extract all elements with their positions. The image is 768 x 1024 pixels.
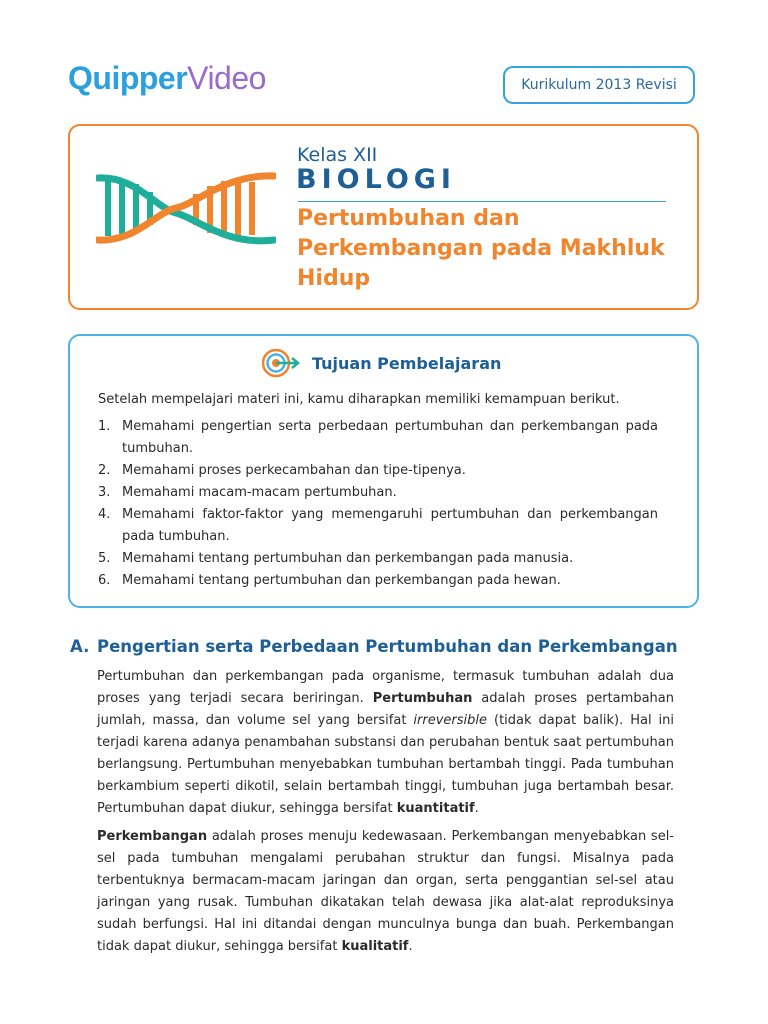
list-item: 6. Memahami tentang pertumbuhan dan perkembangan pada hewan.	[98, 573, 561, 588]
quipper-video-logo	[68, 58, 266, 98]
list-item: 2. Memahami proses perkecambahan dan tipe-tipenya.	[98, 463, 466, 478]
dna-icon	[96, 168, 276, 258]
paragraph-pertumbuhan: Pertumbuhan dan perkembangan pada organisme, termasuk tumbuhan adalah dua proses yang terjadi secara beriringan. Pertumbuhan adalah proses pertambahan jumlah, massa, dan volume sel yang bersifat irreversible (tidak dapat balik). Hal ini terjadi karena adanya penambahan substansi dan perubahan bentuk saat pertumbuhan berlangsung. Pertumbuhan menyebabkan tumbuhan bertambah tinggi. Pada tumbuhan berkambium seperti dikotil, selain bertambah tinggi, tumbuhan juga bertambah besar. Pertumbuhan dapat diukur, sehingga bersifat kuantitatif.	[97, 669, 674, 816]
objectives-list	[98, 416, 658, 592]
topic-title: Pertumbuhan dan Perkembangan pada Makhluk Hidup	[297, 206, 665, 291]
learning-objectives-card	[68, 334, 699, 608]
curriculum-badge: Kurikulum 2013 Revisi	[503, 66, 695, 104]
logo-video-text: Video	[187, 60, 266, 96]
section-a-heading	[70, 637, 678, 656]
paragraph-perkembangan: Perkembangan adalah proses menuju kedewasaan. Perkembangan menyebabkan sel-sel pada tumbuhan mengalami perubahan struktur dan fungsi. Misalnya pada terbentuknya bermacam-macam jaringan dan organ, serta penggantian sel-sel atau jaringan yang rusak. Tumbuhan dikatakan telah dewasa jika alat-alat reproduksinya sudah berfungsi. Hal ini ditandai dengan munculnya bunga dan buah. Perkembangan tidak dapat diukur, sehingga bersifat kualitatif.	[97, 829, 674, 954]
logo-quipper-text: Quipper	[68, 60, 188, 96]
target-icon	[262, 348, 302, 378]
objectives-title: Tujuan Pembelajaran	[312, 353, 502, 373]
subject-title: BIOLOGI	[296, 164, 456, 195]
grade-label: Kelas XII	[297, 144, 378, 166]
section-title: Pengertian serta Perbedaan Pertumbuhan dan Perkembangan	[97, 637, 678, 656]
section-letter: A.	[70, 637, 90, 656]
list-item: 4. Memahami faktor-faktor yang memengaruhi pertumbuhan dan perkembangan pada tumbuhan.	[98, 507, 658, 544]
list-item: 5. Memahami tentang pertumbuhan dan perkembangan pada manusia.	[98, 551, 574, 566]
title-divider	[298, 201, 666, 202]
objectives-header	[262, 348, 501, 378]
objectives-intro: Setelah mempelajari materi ini, kamu diharapkan memiliki kemampuan berikut.	[98, 392, 620, 407]
title-card	[68, 124, 699, 310]
list-item: 3. Memahami macam-macam pertumbuhan.	[98, 485, 397, 500]
list-item: 1. Memahami pengertian serta perbedaan pertumbuhan dan perkembangan pada tumbuhan.	[98, 419, 658, 456]
